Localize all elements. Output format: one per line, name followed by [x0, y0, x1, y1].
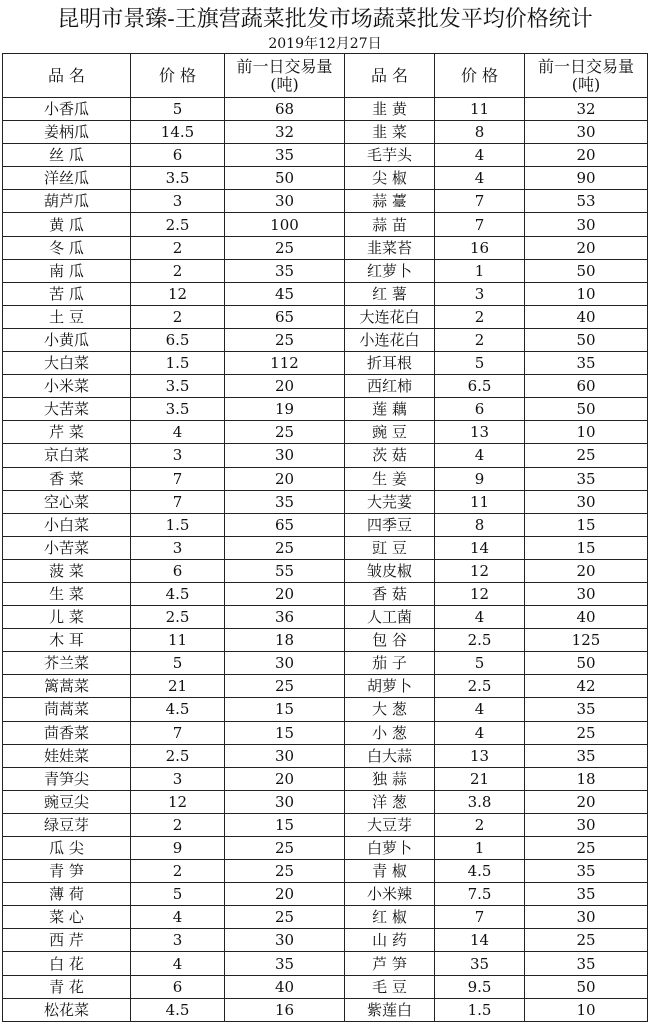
vegetable-name: 小连花白 [345, 328, 435, 351]
price-value: 3 [131, 190, 225, 213]
volume-value: 60 [525, 375, 648, 398]
price-value: 4 [435, 444, 525, 467]
volume-value: 35 [225, 259, 345, 282]
volume-value: 30 [525, 813, 648, 836]
price-value: 7 [435, 906, 525, 929]
price-value: 4 [435, 167, 525, 190]
column-header-volume [525, 54, 648, 98]
price-value: 1.5 [131, 513, 225, 536]
price-value: 9 [131, 837, 225, 860]
vegetable-name: 洋 葱 [345, 790, 435, 813]
volume-value: 25 [225, 837, 345, 860]
table-row [3, 975, 648, 998]
price-value: 7 [131, 467, 225, 490]
vegetable-name: 小白菜 [3, 513, 131, 536]
table-header-row [3, 54, 648, 98]
price-value: 4 [435, 606, 525, 629]
volume-value: 30 [225, 790, 345, 813]
volume-value: 20 [525, 790, 648, 813]
volume-value: 10 [525, 998, 648, 1021]
table-row [3, 375, 648, 398]
price-value: 2 [131, 259, 225, 282]
volume-value: 15 [225, 721, 345, 744]
volume-value: 20 [525, 144, 648, 167]
vegetable-name: 木 耳 [3, 629, 131, 652]
volume-value: 35 [525, 860, 648, 883]
price-value: 9 [435, 467, 525, 490]
price-value: 12 [131, 790, 225, 813]
price-value: 12 [131, 282, 225, 305]
volume-value: 30 [525, 121, 648, 144]
price-value: 6.5 [131, 328, 225, 351]
price-value: 7 [131, 721, 225, 744]
table-row [3, 98, 648, 121]
price-value: 5 [131, 652, 225, 675]
vegetable-name: 包 谷 [345, 629, 435, 652]
table-row [3, 629, 648, 652]
table-row [3, 282, 648, 305]
price-value: 7 [131, 490, 225, 513]
volume-value: 30 [225, 652, 345, 675]
price-table [2, 53, 648, 1022]
table-row [3, 352, 648, 375]
table-row [3, 606, 648, 629]
vegetable-name: 韭 菜 [345, 121, 435, 144]
price-value: 3.8 [435, 790, 525, 813]
vegetable-name: 白 花 [3, 952, 131, 975]
price-value: 2 [435, 813, 525, 836]
price-value: 6 [131, 975, 225, 998]
vegetable-name: 小米辣 [345, 883, 435, 906]
volume-value: 20 [525, 236, 648, 259]
volume-value: 32 [225, 121, 345, 144]
table-row [3, 767, 648, 790]
report-date: 2019年12月27日 [268, 36, 382, 52]
price-value: 5 [131, 98, 225, 121]
price-value: 8 [435, 121, 525, 144]
table-row [3, 421, 648, 444]
volume-value: 45 [225, 282, 345, 305]
volume-value: 36 [225, 606, 345, 629]
volume-value: 10 [525, 282, 648, 305]
table-row [3, 813, 648, 836]
price-value: 7 [435, 213, 525, 236]
volume-value: 20 [225, 375, 345, 398]
table-row [3, 698, 648, 721]
vegetable-name: 大白菜 [3, 352, 131, 375]
vegetable-name: 芹 菜 [3, 421, 131, 444]
table-row [3, 398, 648, 421]
column-header-price: 价 格 [131, 54, 225, 98]
volume-value: 40 [525, 305, 648, 328]
price-value: 6 [131, 144, 225, 167]
volume-value: 90 [525, 167, 648, 190]
table-row [3, 929, 648, 952]
price-value: 2 [131, 236, 225, 259]
vegetable-name: 洋丝瓜 [3, 167, 131, 190]
vegetable-name: 大芫荽 [345, 490, 435, 513]
table-row [3, 190, 648, 213]
price-value: 1 [435, 259, 525, 282]
volume-value: 32 [525, 98, 648, 121]
table-row [3, 744, 648, 767]
price-value: 11 [435, 490, 525, 513]
vegetable-name: 青 椒 [345, 860, 435, 883]
volume-value: 125 [525, 629, 648, 652]
vegetable-name: 茴香菜 [3, 721, 131, 744]
column-header-name: 品 名 [345, 54, 435, 98]
volume-value: 35 [525, 952, 648, 975]
vegetable-name: 白萝卜 [345, 837, 435, 860]
price-value: 14.5 [131, 121, 225, 144]
vegetable-name: 红萝卜 [345, 259, 435, 282]
price-value: 3 [131, 444, 225, 467]
price-value: 4 [435, 144, 525, 167]
vegetable-name: 豌 豆 [345, 421, 435, 444]
vegetable-name: 菠 菜 [3, 559, 131, 582]
vegetable-name: 京白菜 [3, 444, 131, 467]
volume-value: 50 [525, 975, 648, 998]
volume-value: 15 [525, 513, 648, 536]
vegetable-name: 生 姜 [345, 467, 435, 490]
price-value: 4.5 [131, 998, 225, 1021]
vegetable-name: 胡萝卜 [345, 675, 435, 698]
price-value: 12 [435, 559, 525, 582]
vegetable-name: 小米菜 [3, 375, 131, 398]
vegetable-name: 皱皮椒 [345, 559, 435, 582]
price-value: 3.5 [131, 167, 225, 190]
volume-header-line1: 前一日交易量 [236, 56, 333, 76]
volume-value: 20 [225, 767, 345, 790]
volume-value: 30 [225, 929, 345, 952]
volume-value: 25 [525, 837, 648, 860]
vegetable-name: 娃娃菜 [3, 744, 131, 767]
price-value: 2 [435, 305, 525, 328]
volume-value: 40 [225, 975, 345, 998]
table-row [3, 236, 648, 259]
vegetable-name: 南 瓜 [3, 259, 131, 282]
price-value: 14 [435, 929, 525, 952]
volume-value: 55 [225, 559, 345, 582]
price-value: 7 [435, 190, 525, 213]
volume-value: 20 [225, 467, 345, 490]
volume-value: 30 [225, 444, 345, 467]
vegetable-name: 毛芋头 [345, 144, 435, 167]
price-value: 2.5 [435, 675, 525, 698]
volume-value: 18 [525, 767, 648, 790]
vegetable-name: 豇 豆 [345, 536, 435, 559]
vegetable-name: 小香瓜 [3, 98, 131, 121]
volume-value: 20 [225, 582, 345, 605]
table-row [3, 998, 648, 1021]
table-row [3, 328, 648, 351]
volume-value: 35 [525, 883, 648, 906]
volume-value: 25 [525, 721, 648, 744]
volume-value: 25 [225, 860, 345, 883]
volume-value: 53 [525, 190, 648, 213]
price-value: 1.5 [131, 352, 225, 375]
volume-value: 25 [225, 236, 345, 259]
volume-value: 25 [225, 536, 345, 559]
table-row [3, 490, 648, 513]
volume-value: 25 [525, 929, 648, 952]
vegetable-name: 大豆芽 [345, 813, 435, 836]
table-row [3, 536, 648, 559]
vegetable-name: 香 菜 [3, 467, 131, 490]
vegetable-name: 豌豆尖 [3, 790, 131, 813]
vegetable-name: 韭菜苔 [345, 236, 435, 259]
vegetable-name: 冬 瓜 [3, 236, 131, 259]
volume-value: 65 [225, 513, 345, 536]
volume-value: 35 [525, 352, 648, 375]
volume-value: 25 [225, 421, 345, 444]
price-value: 6 [435, 398, 525, 421]
vegetable-name: 生 菜 [3, 582, 131, 605]
price-value: 8 [435, 513, 525, 536]
volume-value: 30 [525, 906, 648, 929]
table-body [3, 98, 648, 1022]
price-value: 4 [435, 698, 525, 721]
vegetable-name: 芥兰菜 [3, 652, 131, 675]
price-value: 5 [435, 652, 525, 675]
volume-value: 30 [225, 190, 345, 213]
price-value: 5 [131, 883, 225, 906]
vegetable-name: 山 药 [345, 929, 435, 952]
vegetable-name: 人工菌 [345, 606, 435, 629]
volume-value: 50 [525, 398, 648, 421]
price-value: 13 [435, 421, 525, 444]
vegetable-name: 薄 荷 [3, 883, 131, 906]
price-value: 2.5 [131, 213, 225, 236]
vegetable-name: 大苦菜 [3, 398, 131, 421]
volume-value: 10 [525, 421, 648, 444]
vegetable-name: 四季豆 [345, 513, 435, 536]
vegetable-name: 紫莲白 [345, 998, 435, 1021]
table-row [3, 167, 648, 190]
table-row [3, 675, 648, 698]
volume-value: 40 [525, 606, 648, 629]
volume-value: 15 [225, 813, 345, 836]
table-row [3, 906, 648, 929]
vegetable-name: 蒜 苗 [345, 213, 435, 236]
vegetable-name: 苦 瓜 [3, 282, 131, 305]
vegetable-name: 丝 瓜 [3, 144, 131, 167]
volume-value: 30 [525, 582, 648, 605]
vegetable-name: 青 花 [3, 975, 131, 998]
vegetable-name: 尖 椒 [345, 167, 435, 190]
page-title: 昆明市景臻-王旗营蔬菜批发市场蔬菜批发平均价格统计 [57, 7, 593, 32]
volume-value: 65 [225, 305, 345, 328]
volume-value: 112 [225, 352, 345, 375]
vegetable-name: 莲 藕 [345, 398, 435, 421]
volume-value: 20 [525, 559, 648, 582]
price-value: 2 [435, 328, 525, 351]
vegetable-name: 绿豆芽 [3, 813, 131, 836]
price-value: 4.5 [435, 860, 525, 883]
vegetable-name: 独 蒜 [345, 767, 435, 790]
volume-header-line2: (吨) [571, 74, 601, 94]
vegetable-name: 折耳根 [345, 352, 435, 375]
column-header-volume [225, 54, 345, 98]
table-row [3, 259, 648, 282]
vegetable-name: 儿 菜 [3, 606, 131, 629]
volume-value: 35 [225, 952, 345, 975]
price-value: 2 [131, 305, 225, 328]
price-value: 6.5 [435, 375, 525, 398]
price-value: 1 [435, 837, 525, 860]
table-row [3, 213, 648, 236]
vegetable-name: 红 薯 [345, 282, 435, 305]
volume-value: 35 [525, 698, 648, 721]
price-value: 3 [435, 282, 525, 305]
volume-value: 42 [525, 675, 648, 698]
price-value: 2 [131, 860, 225, 883]
price-value: 3 [131, 767, 225, 790]
vegetable-name: 菜 心 [3, 906, 131, 929]
volume-value: 30 [525, 213, 648, 236]
price-value: 4 [435, 721, 525, 744]
price-value: 3.5 [131, 398, 225, 421]
vegetable-name: 瓜 尖 [3, 837, 131, 860]
volume-value: 16 [225, 998, 345, 1021]
price-value: 3 [131, 929, 225, 952]
table-row [3, 121, 648, 144]
vegetable-name: 松花菜 [3, 998, 131, 1021]
vegetable-name: 小黄瓜 [3, 328, 131, 351]
price-value: 16 [435, 236, 525, 259]
vegetable-name: 葫芦瓜 [3, 190, 131, 213]
price-value: 2.5 [131, 606, 225, 629]
table-row [3, 790, 648, 813]
vegetable-name: 空心菜 [3, 490, 131, 513]
volume-header-line2: (吨) [270, 74, 299, 94]
vegetable-name: 毛 豆 [345, 975, 435, 998]
vegetable-name: 红 椒 [345, 906, 435, 929]
vegetable-name: 白大蒜 [345, 744, 435, 767]
vegetable-name: 西红柿 [345, 375, 435, 398]
price-value: 3.5 [131, 375, 225, 398]
vegetable-name: 茼蒿菜 [3, 698, 131, 721]
price-value: 21 [435, 767, 525, 790]
vegetable-name: 芦 笋 [345, 952, 435, 975]
table-row [3, 444, 648, 467]
price-value: 6 [131, 559, 225, 582]
table-row [3, 513, 648, 536]
volume-value: 50 [225, 167, 345, 190]
price-value: 4.5 [131, 582, 225, 605]
vegetable-name: 西 芹 [3, 929, 131, 952]
table-row [3, 144, 648, 167]
column-header-price: 价 格 [435, 54, 525, 98]
price-value: 13 [435, 744, 525, 767]
volume-value: 19 [225, 398, 345, 421]
table-row [3, 860, 648, 883]
volume-value: 25 [225, 906, 345, 929]
vegetable-name: 黄 瓜 [3, 213, 131, 236]
price-value: 4 [131, 906, 225, 929]
price-value: 5 [435, 352, 525, 375]
vegetable-name: 韭 黄 [345, 98, 435, 121]
vegetable-name: 茨 菇 [345, 444, 435, 467]
vegetable-name: 香 菇 [345, 582, 435, 605]
volume-value: 20 [225, 883, 345, 906]
price-value: 21 [131, 675, 225, 698]
price-value: 7.5 [435, 883, 525, 906]
vegetable-name: 篱蒿菜 [3, 675, 131, 698]
volume-value: 25 [525, 444, 648, 467]
vegetable-name: 小 葱 [345, 721, 435, 744]
vegetable-name: 土 豆 [3, 305, 131, 328]
volume-value: 50 [525, 259, 648, 282]
price-value: 11 [435, 98, 525, 121]
volume-value: 25 [225, 675, 345, 698]
volume-value: 68 [225, 98, 345, 121]
vegetable-name: 蒜 薹 [345, 190, 435, 213]
price-value: 4 [131, 952, 225, 975]
table-row [3, 559, 648, 582]
volume-value: 15 [525, 536, 648, 559]
volume-value: 100 [225, 213, 345, 236]
price-value: 12 [435, 582, 525, 605]
price-value: 14 [435, 536, 525, 559]
volume-value: 15 [225, 698, 345, 721]
volume-value: 35 [525, 744, 648, 767]
vegetable-name: 姜柄瓜 [3, 121, 131, 144]
volume-value: 25 [225, 328, 345, 351]
vegetable-name: 大连花白 [345, 305, 435, 328]
price-value: 1.5 [435, 998, 525, 1021]
price-value: 11 [131, 629, 225, 652]
price-value: 4.5 [131, 698, 225, 721]
vegetable-name: 小苦菜 [3, 536, 131, 559]
table-row [3, 883, 648, 906]
column-header-name: 品 名 [3, 54, 131, 98]
table-row [3, 582, 648, 605]
table-row [3, 952, 648, 975]
price-value: 2.5 [131, 744, 225, 767]
volume-value: 35 [525, 467, 648, 490]
table-row [3, 837, 648, 860]
price-value: 4 [131, 421, 225, 444]
volume-value: 30 [225, 744, 345, 767]
price-value: 2.5 [435, 629, 525, 652]
volume-value: 35 [225, 144, 345, 167]
vegetable-name: 青笋尖 [3, 767, 131, 790]
volume-value: 18 [225, 629, 345, 652]
table-row [3, 721, 648, 744]
volume-value: 50 [525, 328, 648, 351]
price-value: 3 [131, 536, 225, 559]
table-row [3, 305, 648, 328]
price-value: 2 [131, 813, 225, 836]
price-value: 35 [435, 952, 525, 975]
volume-value: 30 [525, 490, 648, 513]
volume-value: 50 [525, 652, 648, 675]
table-row [3, 467, 648, 490]
volume-header-line1: 前一日交易量 [537, 56, 634, 76]
table-row [3, 652, 648, 675]
vegetable-name: 大 葱 [345, 698, 435, 721]
vegetable-name: 青 笋 [3, 860, 131, 883]
price-value: 9.5 [435, 975, 525, 998]
volume-value: 35 [225, 490, 345, 513]
vegetable-name: 茄 子 [345, 652, 435, 675]
